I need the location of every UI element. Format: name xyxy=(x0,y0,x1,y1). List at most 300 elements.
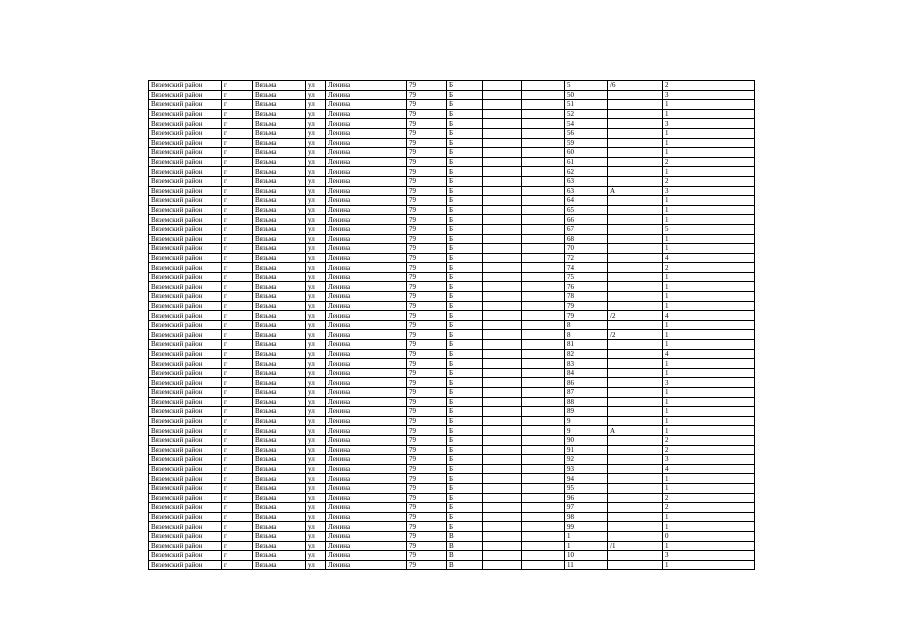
table-cell: г xyxy=(222,81,253,91)
table-cell: Ленина xyxy=(326,90,407,100)
table-cell xyxy=(522,483,565,493)
table-cell: 63 xyxy=(565,186,608,196)
table-cell: 79 xyxy=(407,224,447,234)
table-cell: Вяземский район xyxy=(149,349,222,359)
table-cell: ул xyxy=(306,340,326,350)
table-cell: А xyxy=(608,426,663,436)
table-cell: 86 xyxy=(565,378,608,388)
table-cell xyxy=(608,90,663,100)
table-cell: 1 xyxy=(663,138,755,148)
table-cell: г xyxy=(222,407,253,417)
table-cell: г xyxy=(222,215,253,225)
table-cell xyxy=(483,378,522,388)
table-cell: Б xyxy=(447,483,483,493)
table-row xyxy=(149,205,755,215)
table-cell xyxy=(522,100,565,110)
table-cell: Вяземский район xyxy=(149,215,222,225)
table-cell xyxy=(608,388,663,398)
table-cell: ул xyxy=(306,378,326,388)
table-cell: Ленина xyxy=(326,445,407,455)
table-cell: Б xyxy=(447,100,483,110)
table-cell: г xyxy=(222,551,253,561)
table-cell xyxy=(483,512,522,522)
table-cell: ул xyxy=(306,368,326,378)
table-cell: 79 xyxy=(407,531,447,541)
table-cell: 68 xyxy=(565,234,608,244)
table-cell: 5 xyxy=(663,224,755,234)
table-cell xyxy=(522,388,565,398)
table-cell: г xyxy=(222,464,253,474)
table-row xyxy=(149,109,755,119)
table-cell: Ленина xyxy=(326,483,407,493)
table-cell: ул xyxy=(306,445,326,455)
table-cell: 52 xyxy=(565,109,608,119)
table-cell: Вязьма xyxy=(253,186,306,196)
table-cell: 95 xyxy=(565,483,608,493)
table-cell: 79 xyxy=(407,167,447,177)
table-cell: 79 xyxy=(407,148,447,158)
table-cell xyxy=(483,292,522,302)
table-cell: Б xyxy=(447,196,483,206)
table-cell: Вязьма xyxy=(253,531,306,541)
table-cell: 1 xyxy=(663,474,755,484)
table-cell: 88 xyxy=(565,397,608,407)
table-cell: 78 xyxy=(565,292,608,302)
table-cell: Вяземский район xyxy=(149,148,222,158)
table-cell: г xyxy=(222,263,253,273)
table-cell: Вяземский район xyxy=(149,378,222,388)
table-cell: Б xyxy=(447,186,483,196)
table-cell: Вяземский район xyxy=(149,81,222,91)
table-cell: ул xyxy=(306,128,326,138)
table-cell: 2 xyxy=(663,263,755,273)
table-cell xyxy=(608,551,663,561)
table-cell xyxy=(522,109,565,119)
table-cell xyxy=(522,531,565,541)
table-cell: г xyxy=(222,522,253,532)
table-cell: 93 xyxy=(565,464,608,474)
table-cell xyxy=(608,100,663,110)
table-cell xyxy=(608,148,663,158)
table-cell xyxy=(483,215,522,225)
table-cell: Вязьма xyxy=(253,167,306,177)
table-cell: 1 xyxy=(663,522,755,532)
table-cell: 4 xyxy=(663,464,755,474)
table-cell: Вяземский район xyxy=(149,503,222,513)
table-cell xyxy=(483,186,522,196)
table-cell: Ленина xyxy=(326,359,407,369)
table-cell: Вяземский район xyxy=(149,196,222,206)
table-cell: 74 xyxy=(565,263,608,273)
table-cell xyxy=(522,435,565,445)
table-cell: Б xyxy=(447,148,483,158)
table-cell: В xyxy=(447,551,483,561)
table-cell: г xyxy=(222,560,253,570)
table-cell: Вязьма xyxy=(253,157,306,167)
table-row xyxy=(149,186,755,196)
table-cell: ул xyxy=(306,176,326,186)
table-row xyxy=(149,311,755,321)
table-cell xyxy=(483,359,522,369)
table-cell: г xyxy=(222,455,253,465)
table-cell: ул xyxy=(306,551,326,561)
table-cell: Вязьма xyxy=(253,340,306,350)
table-row xyxy=(149,435,755,445)
table-cell: 79 xyxy=(407,426,447,436)
table-cell: 79 xyxy=(407,320,447,330)
table-cell: Вяземский район xyxy=(149,167,222,177)
table-row xyxy=(149,292,755,302)
table-cell: 76 xyxy=(565,282,608,292)
table-cell: 79 xyxy=(407,282,447,292)
table-cell xyxy=(608,503,663,513)
table-cell: Вязьма xyxy=(253,445,306,455)
table-cell xyxy=(608,397,663,407)
table-cell: Ленина xyxy=(326,407,407,417)
table-cell xyxy=(522,282,565,292)
table-cell: Вяземский район xyxy=(149,359,222,369)
table-cell: Вяземский район xyxy=(149,128,222,138)
table-cell xyxy=(522,349,565,359)
table-cell xyxy=(522,157,565,167)
table-cell: Б xyxy=(447,119,483,129)
table-cell: Вязьма xyxy=(253,224,306,234)
table-cell: Вяземский район xyxy=(149,368,222,378)
table-cell: г xyxy=(222,503,253,513)
table-cell: Б xyxy=(447,435,483,445)
table-cell: Б xyxy=(447,282,483,292)
table-cell: 2 xyxy=(663,176,755,186)
table-cell: 1 xyxy=(663,560,755,570)
table-cell: 97 xyxy=(565,503,608,513)
table-cell: Ленина xyxy=(326,560,407,570)
table-cell xyxy=(522,416,565,426)
table-cell: ул xyxy=(306,541,326,551)
table-cell: 79 xyxy=(407,464,447,474)
table-cell xyxy=(608,244,663,254)
table-cell: Вязьма xyxy=(253,90,306,100)
table-cell: Б xyxy=(447,272,483,282)
table-cell: 1 xyxy=(663,330,755,340)
table-cell: ул xyxy=(306,196,326,206)
table-cell: Вязьма xyxy=(253,464,306,474)
table-cell: Б xyxy=(447,244,483,254)
table-cell: г xyxy=(222,292,253,302)
table-cell xyxy=(608,301,663,311)
table-cell xyxy=(483,522,522,532)
table-cell: Вяземский район xyxy=(149,224,222,234)
table-cell: 81 xyxy=(565,340,608,350)
table-row xyxy=(149,368,755,378)
table-cell xyxy=(522,138,565,148)
table-cell: Ленина xyxy=(326,416,407,426)
table-cell xyxy=(522,407,565,417)
table-row xyxy=(149,397,755,407)
table-cell xyxy=(483,416,522,426)
table-cell: Вязьма xyxy=(253,128,306,138)
table-cell xyxy=(608,493,663,503)
table-cell: г xyxy=(222,282,253,292)
table-cell: Ленина xyxy=(326,522,407,532)
table-cell: 79 xyxy=(407,205,447,215)
table-cell: 98 xyxy=(565,512,608,522)
table-cell: 75 xyxy=(565,272,608,282)
table-cell: Вяземский район xyxy=(149,320,222,330)
table-cell: ул xyxy=(306,81,326,91)
table-cell xyxy=(522,560,565,570)
table-cell: 3 xyxy=(663,186,755,196)
table-cell: Вяземский район xyxy=(149,282,222,292)
table-cell: г xyxy=(222,100,253,110)
table-cell: Вязьма xyxy=(253,81,306,91)
table-cell: ул xyxy=(306,244,326,254)
table-cell: ул xyxy=(306,224,326,234)
table-cell: ул xyxy=(306,397,326,407)
table-cell xyxy=(522,148,565,158)
table-cell: ул xyxy=(306,330,326,340)
table-cell: 8 xyxy=(565,320,608,330)
table-cell: г xyxy=(222,541,253,551)
table-cell xyxy=(522,272,565,282)
table-cell: Вяземский район xyxy=(149,493,222,503)
table-cell: 79 xyxy=(407,397,447,407)
table-cell: 92 xyxy=(565,455,608,465)
table-cell: ул xyxy=(306,493,326,503)
table-cell: Ленина xyxy=(326,292,407,302)
table-cell: 70 xyxy=(565,244,608,254)
table-cell: 79 xyxy=(565,311,608,321)
table-cell xyxy=(522,186,565,196)
table-cell: 62 xyxy=(565,167,608,177)
table-row xyxy=(149,90,755,100)
table-cell: ул xyxy=(306,282,326,292)
table-cell: 79 xyxy=(407,493,447,503)
table-cell: 90 xyxy=(565,435,608,445)
table-cell xyxy=(483,253,522,263)
table-cell: ул xyxy=(306,426,326,436)
table-row xyxy=(149,455,755,465)
table-cell xyxy=(608,522,663,532)
table-cell: Ленина xyxy=(326,301,407,311)
table-row xyxy=(149,148,755,158)
table-cell: Ленина xyxy=(326,464,407,474)
table-cell: 79 xyxy=(407,263,447,273)
table-cell: 79 xyxy=(407,292,447,302)
table-row xyxy=(149,512,755,522)
table-cell: Вязьма xyxy=(253,359,306,369)
table-cell xyxy=(483,368,522,378)
table-cell: ул xyxy=(306,416,326,426)
table-cell: ул xyxy=(306,205,326,215)
table-cell: 79 xyxy=(407,388,447,398)
table-cell: 79 xyxy=(407,234,447,244)
table-cell xyxy=(522,330,565,340)
table-cell: 79 xyxy=(407,311,447,321)
table-cell xyxy=(483,349,522,359)
table-cell: ул xyxy=(306,119,326,129)
table-cell: ул xyxy=(306,503,326,513)
table-cell: г xyxy=(222,445,253,455)
table-cell: 9 xyxy=(565,416,608,426)
table-cell xyxy=(522,464,565,474)
table-cell: г xyxy=(222,359,253,369)
table-cell: г xyxy=(222,224,253,234)
table-cell: Вязьма xyxy=(253,455,306,465)
table-cell: Вязьма xyxy=(253,215,306,225)
table-cell: Вяземский район xyxy=(149,311,222,321)
table-row xyxy=(149,378,755,388)
table-cell: Ленина xyxy=(326,176,407,186)
table-cell: 1 xyxy=(663,282,755,292)
table-row xyxy=(149,234,755,244)
table-cell: Вяземский район xyxy=(149,244,222,254)
table-cell xyxy=(522,205,565,215)
table-cell: Ленина xyxy=(326,138,407,148)
table-cell xyxy=(483,148,522,158)
table-cell: г xyxy=(222,234,253,244)
table-row xyxy=(149,541,755,551)
table-cell xyxy=(483,320,522,330)
table-cell: Вяземский район xyxy=(149,512,222,522)
table-cell: Б xyxy=(447,292,483,302)
table-cell xyxy=(608,282,663,292)
table-cell xyxy=(522,493,565,503)
table-cell: Вяземский район xyxy=(149,541,222,551)
table-cell xyxy=(522,224,565,234)
table-cell xyxy=(483,311,522,321)
table-cell: г xyxy=(222,157,253,167)
table-row xyxy=(149,464,755,474)
table-cell: 1 xyxy=(663,320,755,330)
table-cell: Вяземский район xyxy=(149,90,222,100)
table-cell: 79 xyxy=(407,435,447,445)
table-cell xyxy=(522,320,565,330)
table-cell xyxy=(483,397,522,407)
table-cell: Ленина xyxy=(326,368,407,378)
table-cell xyxy=(483,224,522,234)
table-cell: г xyxy=(222,531,253,541)
table-cell: г xyxy=(222,176,253,186)
table-cell: 1 xyxy=(663,340,755,350)
table-cell xyxy=(522,292,565,302)
table-cell xyxy=(608,272,663,282)
table-cell: Вязьма xyxy=(253,292,306,302)
table-cell: Ленина xyxy=(326,196,407,206)
table-cell: Вяземский район xyxy=(149,109,222,119)
table-cell: ул xyxy=(306,263,326,273)
table-cell: г xyxy=(222,205,253,215)
table-cell: ул xyxy=(306,474,326,484)
table-cell: /1 xyxy=(608,541,663,551)
table-row xyxy=(149,272,755,282)
table-cell: ул xyxy=(306,90,326,100)
table-cell xyxy=(522,378,565,388)
table-cell: г xyxy=(222,340,253,350)
table-cell: г xyxy=(222,416,253,426)
table-cell: Вязьма xyxy=(253,263,306,273)
table-cell: Б xyxy=(447,340,483,350)
table-cell: Вяземский район xyxy=(149,407,222,417)
table-cell: Б xyxy=(447,522,483,532)
table-cell xyxy=(483,445,522,455)
table-cell xyxy=(483,205,522,215)
table-cell xyxy=(483,560,522,570)
table-cell: 1 xyxy=(663,244,755,254)
table-cell: Б xyxy=(447,90,483,100)
table-cell: Ленина xyxy=(326,272,407,282)
address-table xyxy=(148,80,755,570)
table-cell: Б xyxy=(447,503,483,513)
table-cell: Б xyxy=(447,253,483,263)
table-row xyxy=(149,503,755,513)
table-cell: 79 xyxy=(407,416,447,426)
table-row xyxy=(149,119,755,129)
table-cell: 1 xyxy=(663,109,755,119)
table-cell: 3 xyxy=(663,90,755,100)
table-cell: Б xyxy=(447,464,483,474)
table-cell: Ленина xyxy=(326,244,407,254)
table-row xyxy=(149,224,755,234)
table-cell: Б xyxy=(447,445,483,455)
table-cell: Ленина xyxy=(326,119,407,129)
table-cell xyxy=(483,541,522,551)
table-cell: Б xyxy=(447,224,483,234)
table-cell: г xyxy=(222,426,253,436)
table-row xyxy=(149,244,755,254)
table-cell xyxy=(483,234,522,244)
table-cell: Вяземский район xyxy=(149,388,222,398)
table-cell: Вязьма xyxy=(253,119,306,129)
table-cell xyxy=(522,397,565,407)
table-cell: Б xyxy=(447,176,483,186)
table-cell xyxy=(483,330,522,340)
table-cell: Вяземский район xyxy=(149,292,222,302)
table-row xyxy=(149,167,755,177)
table-cell: Вязьма xyxy=(253,503,306,513)
table-cell: г xyxy=(222,349,253,359)
table-cell: ул xyxy=(306,186,326,196)
table-cell xyxy=(483,407,522,417)
table-cell xyxy=(608,560,663,570)
table-cell: Вязьма xyxy=(253,109,306,119)
table-cell: Вязьма xyxy=(253,138,306,148)
table-cell xyxy=(522,426,565,436)
table-cell xyxy=(608,253,663,263)
table-cell xyxy=(608,378,663,388)
table-cell: Вязьма xyxy=(253,349,306,359)
table-cell: 1 xyxy=(663,416,755,426)
table-cell: г xyxy=(222,301,253,311)
table-cell: 0 xyxy=(663,531,755,541)
table-cell: 79 xyxy=(565,301,608,311)
table-cell xyxy=(522,90,565,100)
table-cell: ул xyxy=(306,301,326,311)
table-cell: ул xyxy=(306,435,326,445)
table-cell: Ленина xyxy=(326,224,407,234)
table-row xyxy=(149,522,755,532)
table-cell xyxy=(608,435,663,445)
table-cell: Б xyxy=(447,263,483,273)
table-cell: г xyxy=(222,320,253,330)
table-cell: Ленина xyxy=(326,330,407,340)
table-cell: Ленина xyxy=(326,215,407,225)
table-cell: Вяземский район xyxy=(149,330,222,340)
table-cell xyxy=(522,196,565,206)
table-cell: Вязьма xyxy=(253,196,306,206)
table-cell xyxy=(522,512,565,522)
table-cell: Ленина xyxy=(326,282,407,292)
table-cell: Вяземский район xyxy=(149,426,222,436)
